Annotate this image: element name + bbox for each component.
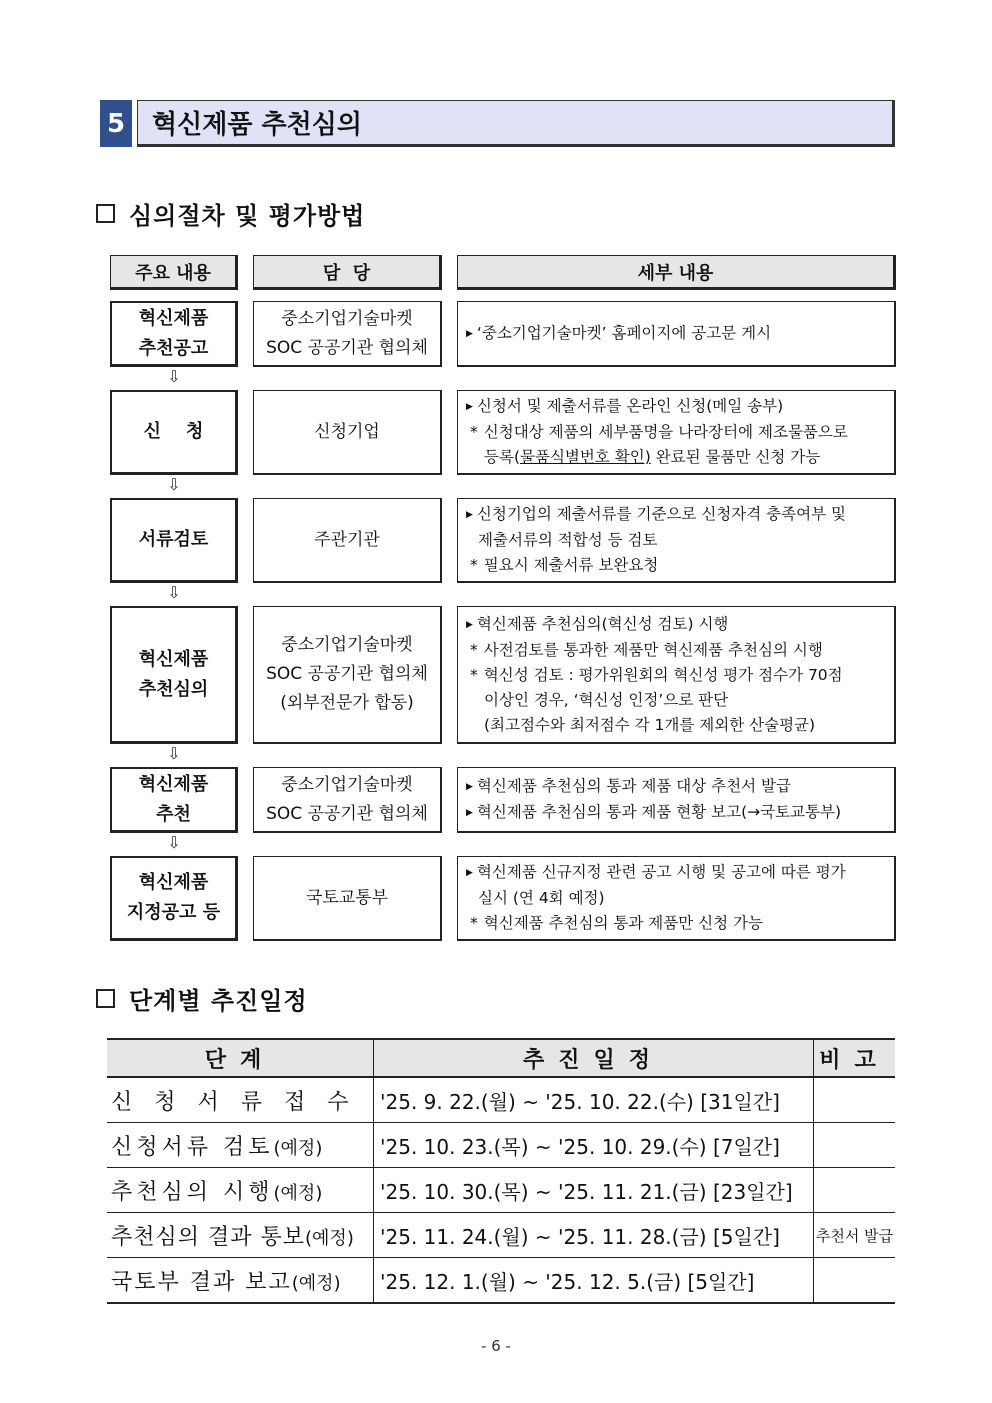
date-cell: '25. 9. 22.(월) ~ '25. 10. 22.(수) [31일간] xyxy=(374,1077,814,1123)
down-arrow-icon: ⇩ xyxy=(167,583,181,602)
triangle-bullet-icon: ▶ xyxy=(466,402,473,412)
flow-step-4-responsible: 중소기업기술마켓 SOC 공공기관 협의체 (외부전문가 합동) xyxy=(253,606,442,744)
date-cell: '25. 11. 24.(월) ~ '25. 11. 28.(금) [5일간] xyxy=(374,1213,814,1258)
stage-text: 신청서류접수 xyxy=(111,1089,371,1115)
detail-text: 제출서류의 적합성 등 검토 xyxy=(478,531,658,549)
stage-text: 추천심의 시행 xyxy=(111,1179,274,1205)
detail-text: 신청서 및 제출서류를 온라인 신청(메일 송부) xyxy=(476,397,784,415)
flow-step-1-responsible: 중소기업기술마켓 SOC 공공기관 협의체 xyxy=(253,301,442,367)
triangle-bullet-icon: ▶ xyxy=(466,807,473,818)
header-responsible: 담 당 xyxy=(253,255,442,290)
detail-text: 신청기업의 제출서류를 기준으로 신청자격 충족여부 및 xyxy=(476,505,846,523)
note-text: 혁신성 검토 : 평가위원회의 혁신성 평가 점수가 70점 xyxy=(483,665,843,684)
triangle-bullet-icon: ▶ xyxy=(466,328,473,339)
flow-step-2-detail: ▶ 신청서 및 제출서류를 온라인 신청(메일 송부) * 신청대상 제품의 세부품명을 나라장터에 제조물품으로 등록(물품식별번호 확인) 완료된 물품만 신청 가능 xyxy=(457,390,896,475)
subheading-schedule xyxy=(96,982,308,1014)
checkbox-icon xyxy=(96,204,115,223)
detail-text: 혁신제품 추천심의 통과 제품 대상 추천서 발급 xyxy=(476,776,791,795)
page-number: - 6 - xyxy=(481,1337,511,1355)
header-main: 주요 내용 xyxy=(110,255,238,290)
down-arrow-icon: ⇩ xyxy=(167,367,181,386)
flow-step-6-responsible: 국토교통부 xyxy=(253,856,442,941)
flow-step-3-responsible: 주관기관 xyxy=(253,498,442,583)
table-row xyxy=(107,1077,895,1123)
detail-text: 혁신제품 추천심의 통과 제품 현황 보고(→국토교통부) xyxy=(476,802,842,821)
flow-step-6-main: 혁신제품 지정공고 등 xyxy=(110,856,238,941)
detail-text: 혁신제품 추천심의(혁신성 검토) 시행 xyxy=(476,614,729,633)
note-text: 필요시 제출서류 보완요청 xyxy=(483,556,659,574)
note-cell xyxy=(814,1123,896,1168)
flow-step-2-main: 신 청 xyxy=(110,390,238,475)
stage-cell xyxy=(107,1168,374,1213)
stage-note-text: (예정) xyxy=(273,1182,323,1204)
triangle-bullet-icon: ▶ xyxy=(466,510,473,520)
header-date: 추진일정 xyxy=(374,1039,814,1077)
note-underlined-text: 물품식별번호 확인) xyxy=(520,448,651,466)
note-text: 등록( xyxy=(484,448,520,466)
note-text: 완료된 물품만 신청 가능 xyxy=(650,448,821,466)
table-row xyxy=(107,1168,895,1213)
checkbox-icon xyxy=(96,989,115,1008)
stage-note-text: (예정) xyxy=(273,1137,323,1159)
date-cell: '25. 10. 30.(목) ~ '25. 11. 21.(금) [23일간] xyxy=(374,1168,814,1213)
stage-cell xyxy=(107,1077,374,1123)
down-arrow-icon: ⇩ xyxy=(167,833,181,852)
section-title: 혁신제품 추천심의 xyxy=(137,100,895,147)
down-arrow-icon: ⇩ xyxy=(167,475,181,494)
flow-step-4-detail: ▶ 혁신제품 추천심의(혁신성 검토) 시행 * 사전검토를 통과한 제품만 혁신제품 추천심의 시행 * 혁신성 검토 : 평가위원회의 혁신성 평가 점수가 70점 이상인 경우, ‘혁신성 인정’으로 판단 (최고점수와 최저점수 각 1개를 제외한 산술평균) xyxy=(457,606,896,744)
header-detail: 세부 내용 xyxy=(457,255,896,290)
stage-text: 추천심의 결과 통보 xyxy=(111,1224,306,1250)
note-text: 혁신제품 추천심의 통과 제품만 신청 가능 xyxy=(483,914,763,932)
schedule-table xyxy=(107,1038,895,1304)
triangle-bullet-icon: ▶ xyxy=(466,868,473,878)
triangle-bullet-icon: ▶ xyxy=(466,619,473,630)
date-cell: '25. 10. 23.(목) ~ '25. 10. 29.(수) [7일간] xyxy=(374,1123,814,1168)
stage-cell xyxy=(107,1258,374,1304)
flow-step-4-main: 혁신제품 추천심의 xyxy=(110,606,238,744)
flow-step-1-detail xyxy=(457,301,896,367)
flow-step-6-detail: ▶ 혁신제품 신규지정 관련 공고 시행 및 공고에 따른 평가 실시 (연 4회 예정) * 혁신제품 추천심의 통과 제품만 신청 가능 xyxy=(457,856,896,941)
stage-cell xyxy=(107,1213,374,1258)
flow-step-5-responsible: 중소기업기술마켓 SOC 공공기관 협의체 xyxy=(253,767,442,833)
flow-step-3-detail: ▶ 신청기업의 제출서류를 기준으로 신청자격 충족여부 및 제출서류의 적합성 등 검토 * 필요시 제출서류 보완요청 xyxy=(457,498,896,583)
flow-step-5-detail xyxy=(457,767,896,833)
flow-step-5-main: 혁신제품 추천 xyxy=(110,767,238,833)
stage-note-text: (예정) xyxy=(291,1272,341,1294)
subheading-procedure-text: 심의절차 및 평가방법 xyxy=(129,200,366,230)
table-row xyxy=(107,1213,895,1258)
table-row xyxy=(107,1258,895,1304)
down-arrow-icon: ⇩ xyxy=(167,744,181,763)
header-stage: 단계 xyxy=(107,1039,374,1077)
detail-text: 실시 (연 4회 예정) xyxy=(478,889,605,907)
flow-step-3-main: 서류검토 xyxy=(110,498,238,583)
detail-text: ‘중소기업기술마켓’ 홈페이지에 공고문 게시 xyxy=(476,323,772,342)
note-cell xyxy=(814,1077,896,1123)
note-cell xyxy=(814,1258,896,1304)
date-cell: '25. 12. 1.(월) ~ '25. 12. 5.(금) [5일간] xyxy=(374,1258,814,1304)
table-row xyxy=(107,1123,895,1168)
section-number: 5 xyxy=(100,100,132,147)
note-cell xyxy=(814,1168,896,1213)
subheading-schedule-text: 단계별 추진일정 xyxy=(129,985,308,1015)
header-note: 비고 xyxy=(814,1039,896,1077)
stage-note-text: (예정) xyxy=(305,1227,354,1249)
flow-step-1-main: 혁신제품 추천공고 xyxy=(110,301,238,367)
subheading-procedure xyxy=(96,197,365,229)
note-cell: 추천서 발급 xyxy=(814,1213,896,1258)
stage-text: 신청서류 검토 xyxy=(111,1134,274,1160)
note-text: 신청대상 제품의 세부품명을 나라장터에 제조물품으로 xyxy=(483,423,848,441)
note-text: 이상인 경우, ‘혁신성 인정’으로 판단 xyxy=(484,690,729,709)
note-text: 사전검토를 통과한 제품만 혁신제품 추천심의 시행 xyxy=(483,640,823,659)
flow-step-2-responsible: 신청기업 xyxy=(253,390,442,475)
table-header-row xyxy=(107,1039,895,1077)
stage-cell xyxy=(107,1123,374,1168)
detail-text: 혁신제품 신규지정 관련 공고 시행 및 공고에 따른 평가 xyxy=(476,863,846,881)
stage-text: 국토부 결과 보고 xyxy=(111,1269,292,1295)
note-text: (최고점수와 최저점수 각 1개를 제외한 산술평균) xyxy=(484,715,816,734)
triangle-bullet-icon: ▶ xyxy=(466,781,473,792)
